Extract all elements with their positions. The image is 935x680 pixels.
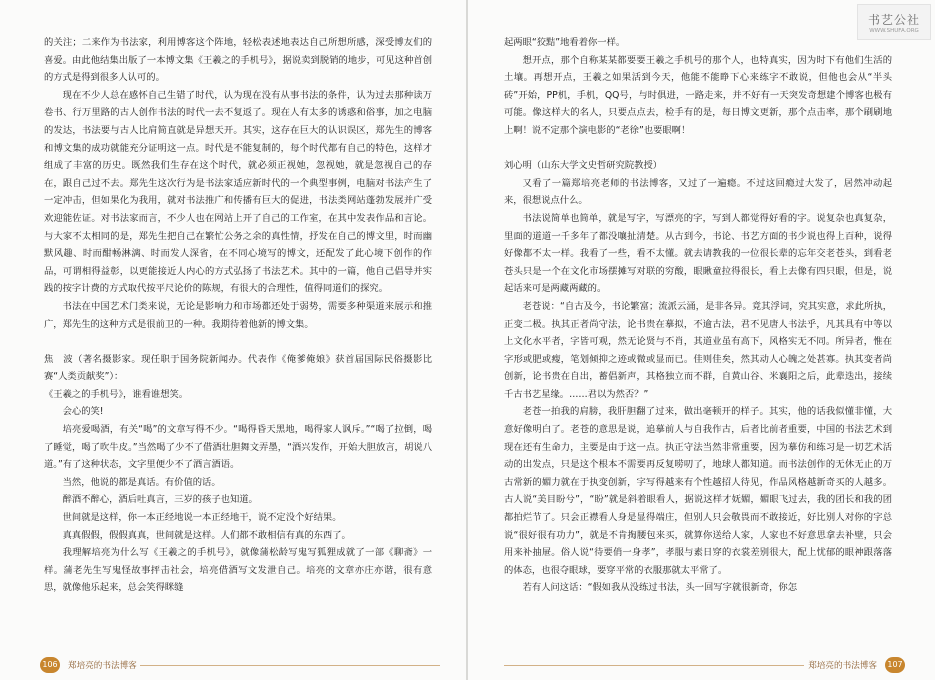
paragraph: 老苍说：“自古及今，书论繁富；流派云涌，是非各异。竟其浮词，究其实意，求此所执，正变二极。执其正者尚守法，论书贵在摹拟，不逾古法，君不见唐人书法乎，凡其具有中等以上文化水平者，字皆可观，然无论贤与不肖，其道业虽有高下，风格实无不同。所异者，惟在字形或肥或瘦，笔划倾抑之迹或微或显而已。佳则佳矣，然其动人心魄之处甚寡。执其变者尚创新，论书贵在自出，蓄倡新声，其格独立而不群，自黄山谷、米襄阳之后，此辈迭出，接续千古书艺星缘。……君以为然否？” [504, 300, 892, 400]
footer-rule [504, 665, 804, 666]
right-footer [808, 656, 905, 674]
paragraph: 老苍一拍我的肩膀，我肝胆翻了过来，做出毫顿开的样子。其实，他的话我似懂非懂，大意好像明白了。老苍的意思是说，追摹前人与自我作古，后者比前者重要，中国的书法艺术到现在还有生命力，主要是由于这一点。执正守法当然非常重要，因为摹仿和练习是一切艺术活动的出发点，只是这个根本不需要再反复唠叨了，地球人都知道。而书法创作的无休无止的万古常新的媚力就在于执变创新，字写得越来有个性越招人待见，作品风格越新奇买的人越多。古人说“美目盼兮”，“盼”就是斜着眼看人，据说这样才妩媚，媚眼飞过去，我的团长和我的团都拍烂节了。只会正襟看人身是显得端庄，但别人只会敬畏而不敢接近，好比别人对你的字总说“很好很有功力”，就是不肯掏腰包来买，就算你送给人家，人家也不好意思拿去补壁，只会用来补抽屉。俗人说“待要俏一身孝”，孝服与素日穿的衣裳差别很大，配上忧郁的眼神跟落落的体态，也很夺眼球，要穿平常的衣服那就太平常了。 [504, 406, 892, 576]
paragraph: 我理解培亮为什么写《王羲之的手机号》，就像蒲松龄写鬼写狐狸成就了一部《聊斋》一样。蒲老先生写鬼怪故事抨击社会，培亮借酒写文发泄自己。培亮的文章亦庄亦谐，很有意思，就像他乐起来，总会笑得眯缝 [44, 547, 432, 594]
paragraph: 又看了一篇郑培亮老师的书法博客，又过了一遍瘾。不过这回瘾过大发了，居然冲动起来，很想说点什么。 [504, 177, 892, 207]
paragraph: 真真假假，假假真真，世间就是这样。人们都不敢相信有真的东西了。 [62, 529, 351, 541]
commenter-heading: 焦 波（著名摄影家。现任职于国务院新闻办。代表作《俺爹俺娘》获首届国际民俗摄影比赛“人类贡献奖”）： [44, 353, 432, 383]
footer-rule [140, 665, 440, 666]
right-page-text [504, 34, 892, 597]
paragraph: 现在不少人总在感怀自己生错了时代，认为现在没有从事书法的条件，认为过去那种读万卷书、行万里路的古人创作书法的时代一去不复返了。现在人有太多的诱惑和俗事，加之电脑的发达，书法要与古人比肩简直就是异想天开。其实，这存在巨大的认识误区，郑先生的博客和博文集的成功就能充分证明这一点。时代是不能复制的，每个时代都有自己的特色，这样才组成了丰富的历史。既然我们生存在这个时代，就必须正视她，忽视她，就是忽视自己的存在，跟自己过不去。郑先生这次行为是书法家适应新时代的一个典型事例，电脑对书法产生了一定冲击，但如果化为我用，就对书法推广和传播有巨大的促进，书法类网站蓬勃发展并广受欢迎能佐证。对书法家而言，不少人也在网站上开了自己的工作室，在其中发表作品和言论。与大家不太相同的是，郑先生把自己在繁忙公务之余的真性情，抒发在自己的博文里，时而幽默风趣、时而酣畅淋漓、时而发人深省，在不同心境写的博文，还配发了此心境下创作的作品，可谓相得益彰，以更能接近人内心的方式弘扬了书法艺术。其中的一篇，他自己倡导并实践的按字计费的方式取代按平尺论价的陈规，有很大的合理性，值得同道们的探究。 [44, 89, 432, 295]
paragraph: 醉酒不醉心，酒后吐真言，三岁的孩子也知道。 [62, 494, 258, 506]
paragraph: 会心的笑! [62, 406, 104, 418]
paragraph: 若有人问这话：“假如我从没练过书法，头一回写字就很新奇，你怎 [522, 582, 798, 594]
page-number: 106 [40, 657, 60, 673]
watermark-url: WWW.SHUFA.ORG [869, 27, 919, 34]
running-title: 郑培亮的书法博客 [68, 661, 137, 671]
paragraph: 世间就是这样，你一本正经地说一本正经地干，说不定没个好结果。 [62, 512, 342, 524]
left-page-text [44, 34, 432, 597]
left-footer [40, 656, 137, 674]
page-number: 107 [885, 657, 905, 673]
paragraph: 的关注；二来作为书法家，利用博客这个阵地，轻松表述地表达自己所想所感，深受博友们的喜爱。由此他结集出版了一本博文集《王羲之的手机号》，据说卖到脱销的地步，可见这种首创的方式是得到很多人认可的。 [44, 37, 432, 84]
paragraph: 书法在中国艺术门类来说，无论是影响力和市场都还处于弱势，需要多种渠道来展示和推广，郑先生的这种方式是很前卫的一种。我期待着他新的博文集。 [44, 300, 432, 330]
right-page [468, 0, 935, 680]
paragraph: 培亮爱喝酒，有关“喝”的文章写得不少。“喝得昏天黑地，喝得家人讽斥。”“喝了拉倒，喝了睡觉，喝了吹牛皮。”当然喝了少不了借酒壮胆舞文弄墨，“酒兴发作，开始大胆放言，胡说八道。”有了这种状态，文字里便少不了酒言酒语。 [44, 424, 432, 471]
left-page [0, 0, 467, 680]
watermark-logo[interactable] [857, 4, 931, 40]
commenter-heading: 刘心明（山东大学文史哲研究院教授） [504, 160, 663, 172]
paragraph: 当然，他说的都是真话。有价值的话。 [62, 476, 221, 488]
paragraph: 起两眼“狡黠”地看着你一样。 [504, 37, 626, 48]
watermark-title: 书艺公社 [867, 12, 920, 27]
paragraph: 想开点，那个自称某某都要要王羲之手机号的那个人，也特真实，因为时下有他们生活的土壤。再想开点，王羲之如果活到今天，他能不能睁下心来练字不敢说，但他也会从“半头砖”开始，PP机，手机，QQ号，与时俱进，一路走来，并不好有一天突发奇想建个博客也极有可能。像这样大的名人，只要点点去，检手有的是，每日博文更新，那个点击率，那个刷刷地上啊！说不定那个演电影的“老徐”也要眼啊！ [504, 54, 892, 136]
paragraph: 书法说简单也简单，就是写字，写漂亮的字，写到人都觉得好看的字。说复杂也真复杂，里面的道道一千多年了都没嚷扯清楚。从古到今，书论、书艺方面的书少说也得上百种，说得好像都不太一样。我看了一些，看不太懂。就去请教我的一位很长辈的忘年交老苍头，到看老苍头只是一个在文化市场摆摊写对联的穷酸，眼瞅童拉得很长，看上去像有四只眼，但是，说起话来可是两藏两藏的。 [504, 212, 892, 295]
running-title: 郑培亮的书法博客 [808, 661, 877, 671]
paragraph: 《王羲之的手机号》，谁看谁想笑。 [44, 388, 189, 400]
